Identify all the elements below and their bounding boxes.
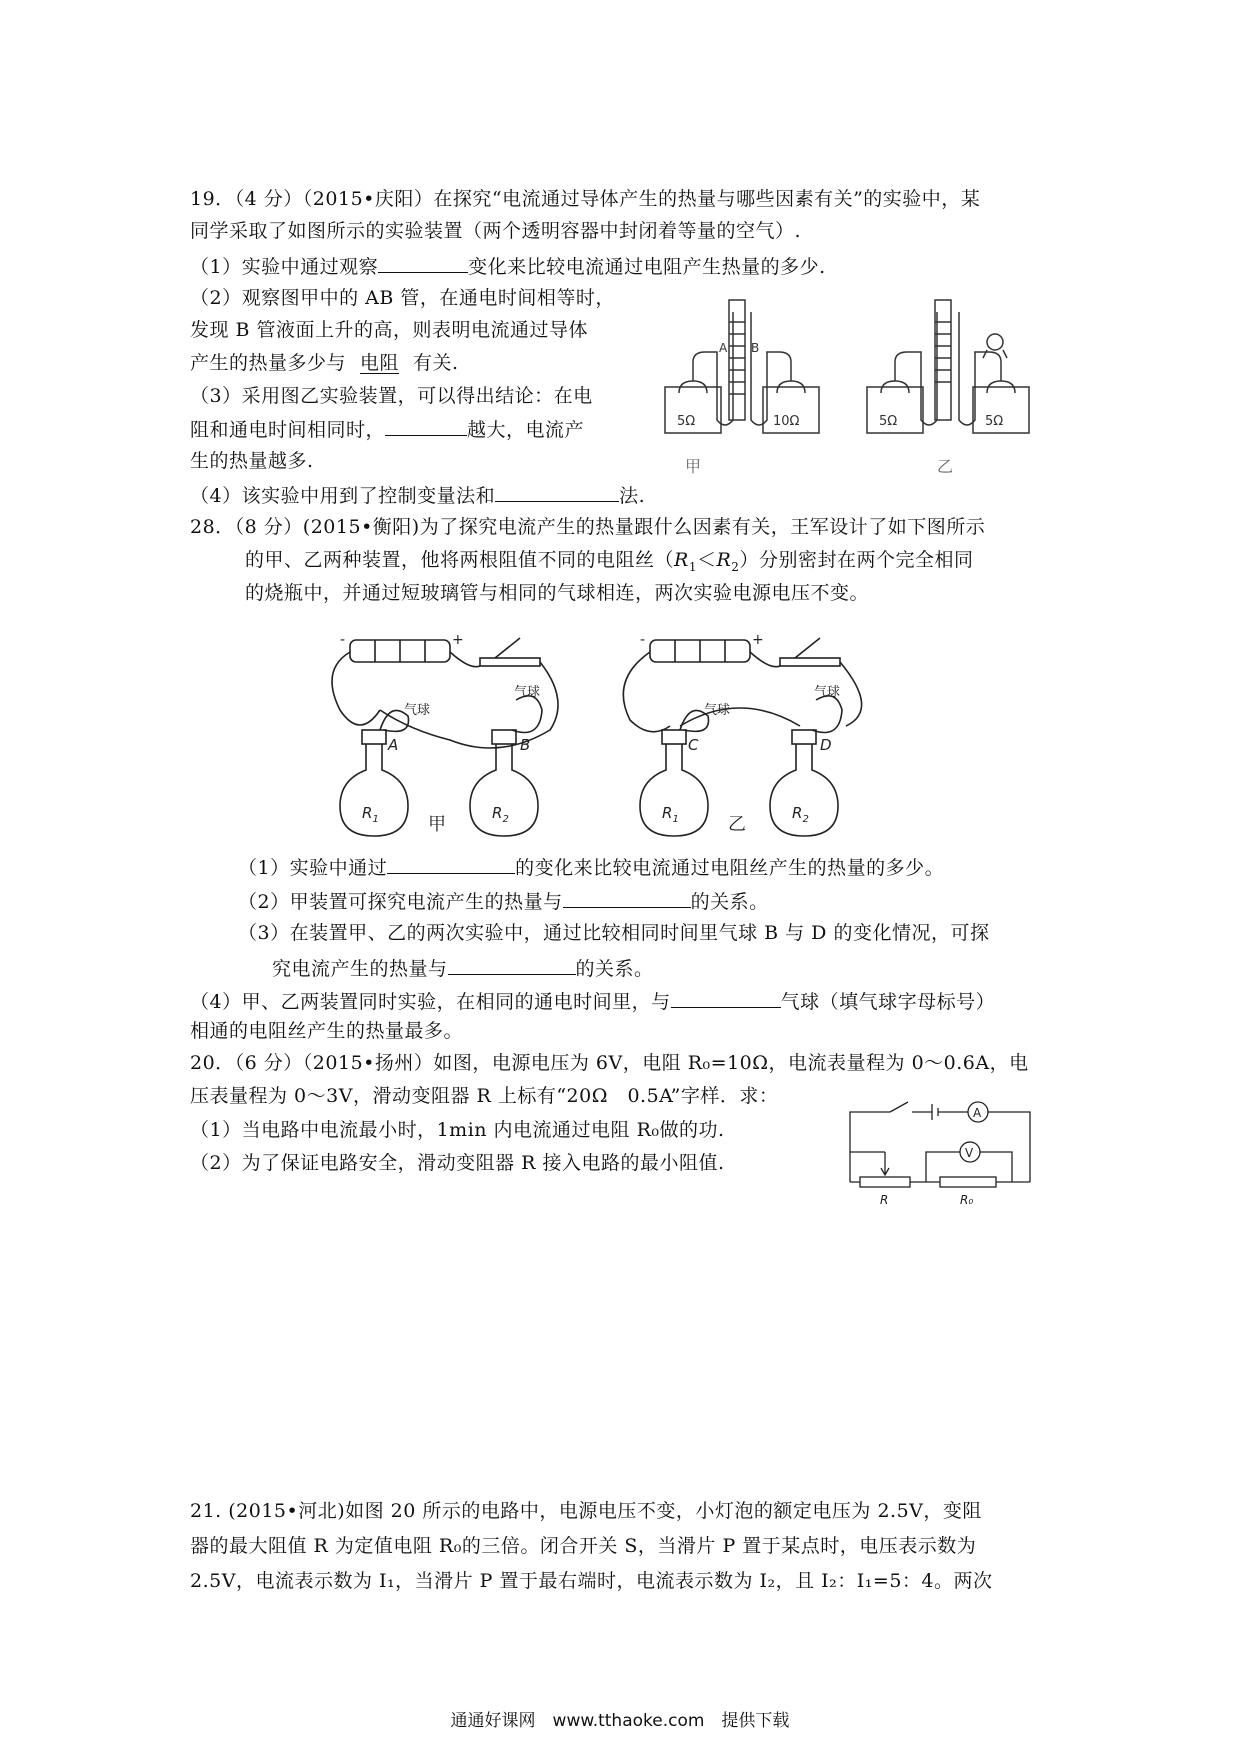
q19-res-10ohm: 10Ω (773, 414, 800, 429)
q19-header: 19．（4 分）（2015•庆阳）在探究“电流通过导体产生的热量与哪些因素有关”的实验中，某 (190, 188, 981, 210)
q20-resistor-r0 (940, 1177, 996, 1187)
q28-header: 28．（8 分）(2015•衡阳)为了探究电流产生的热量跟什么因素有关，王军设计了如下图所示 (190, 516, 986, 538)
q19-part1 (190, 252, 826, 280)
q28-sub1-pre: （1）实验中通过 (238, 857, 388, 879)
q20-part2: （2）为了保证电路安全，滑动变阻器 R 接入电路的最小阻值. (190, 1152, 725, 1174)
q19-res-5ohm-b: 5Ω (985, 414, 1004, 429)
q19-part2-pre: 产生的热量多少与 (190, 352, 347, 374)
q28-apparatus-jia (332, 632, 558, 836)
q28-header-3: 的烧瓶中，并通过短玻璃管与相同的气球相连，两次实验电源电压不变。 (245, 582, 870, 604)
q28-sub3-pre: 究电流产生的热量与 (272, 958, 448, 980)
q28-label-c: C (688, 736, 699, 754)
q19-part3-line1: （3）采用图乙实验装置，可以得出结论：在电 (190, 385, 593, 407)
q28-jia-balloon-1: 气球 (404, 703, 431, 718)
q28-h2-pre: 的甲、乙两种装置，他将两根阻值不同的电阻丝（ (245, 549, 675, 571)
q19-blank-3[interactable] (385, 415, 467, 436)
q19-part2-line1: （2）观察图甲中的 AB 管，在通电时间相等时， (190, 287, 615, 309)
q28-caption-yi: 乙 (728, 814, 746, 835)
q28-sub3-line2 (272, 954, 654, 982)
q28-sub1 (238, 853, 944, 881)
q19-part2-line3 (190, 350, 459, 376)
q28-sub2-post: 的关系。 (690, 891, 769, 913)
q20-rheostat (860, 1177, 910, 1187)
q19-blank-1[interactable] (378, 252, 468, 273)
q19-part3-pre: 阻和通电时间相同时， (190, 419, 386, 441)
q28-caption-jia: 甲 (428, 814, 446, 835)
q28-yi-plus: + (752, 632, 764, 648)
q28-sub3-line1: （3）在装置甲、乙的两次实验中，通过比较相同时间里气球 B 与 D 的变化情况，可探 (238, 922, 990, 944)
q28-jia-minus: - (340, 632, 346, 648)
q28-lt: ＜ (696, 549, 717, 571)
q19-part4-post: 法. (619, 485, 646, 507)
q19-part4-pre: （4）该实验中用到了控制变量法和 (190, 485, 496, 507)
q28-blank-3[interactable] (448, 954, 576, 975)
q28-blank-1[interactable] (387, 853, 515, 874)
q20-part1: （1）当电路中电流最小时，1min 内电流通过电阻 R₀做的功. (190, 1119, 725, 1141)
q20-line2: 压表量程为 0～3V，滑动变阻器 R 上标有“20Ω 0.5A”字样．求： (190, 1085, 779, 1107)
q21-line3: 2.5V，电流表示数为 I₁，当滑片 P 置于最右端时，电流表示数为 I₂，且 I₂：I₁=5：4。两次 (190, 1570, 993, 1592)
q28-apparatus-yi (623, 632, 861, 836)
q20-ammeter-label: A (973, 1106, 982, 1120)
q28-yi-balloon-2: 气球 (814, 685, 841, 700)
q19-part3-line2 (190, 415, 584, 443)
q28-label-a: A (388, 736, 399, 754)
q19-part2-line2: 发现 B 管液面上升的高，则表明电流通过导体 (190, 319, 589, 341)
q19-figure (655, 292, 1035, 486)
q19-res-5ohm-a: 5Ω (879, 414, 898, 429)
q28-label-d: D (820, 736, 832, 754)
q28-r1-sub: 1 (688, 559, 697, 574)
q28-flask-r1-jia: $R_1$ (362, 804, 379, 825)
q19-apparatus-jia (665, 300, 819, 476)
q20-r0-label: R₀ (960, 1193, 974, 1207)
q28-h2-post: ）分别密封在两个完全相同 (739, 549, 974, 571)
q28-header-2 (245, 547, 973, 580)
q28-r1: R (674, 549, 689, 571)
q28-flask-r2-yi: $R_2$ (792, 804, 809, 825)
q19-apparatus-yi (867, 300, 1029, 476)
q19-part2-post: 有关. (413, 352, 459, 374)
q28-sub2-pre: （2）甲装置可探究电流产生的热量与 (238, 891, 563, 913)
q19-label-a: A (719, 341, 728, 355)
q19-caption-yi: 乙 (937, 457, 954, 476)
q19-part3-post: 越大，电流产 (467, 419, 585, 441)
q20-r-label: R (880, 1193, 889, 1207)
q28-yi-minus: - (640, 632, 646, 648)
q28-yi-balloon-1: 气球 (704, 703, 731, 718)
q28-r2: R (716, 549, 732, 571)
q28-flask-r1-yi: $R_1$ (662, 804, 679, 825)
q19-part3-line3: 生的热量越多. (190, 450, 314, 472)
q28-sub1-post: 的变化来比较电流通过电阻丝产生的热量的多少。 (515, 857, 945, 879)
q20-circuit (840, 1082, 1040, 1216)
q19-res-5ohm-left: 5Ω (677, 414, 696, 429)
q19-answer-resistance: 电阻 (360, 352, 400, 374)
q28-blank-4[interactable] (671, 987, 781, 1008)
q19-part1-post: 变化来比较电流通过电阻产生热量的多少. (468, 256, 826, 278)
q28-sub4-line1 (190, 987, 995, 1015)
q28-flask-r2-jia: $R_2$ (492, 804, 509, 825)
q20-line1: 20．（6 分）（2015•扬州）如图，电源电压为 6V，电阻 R₀=10Ω，电流表量程为 0～0.6A，电 (190, 1052, 1029, 1074)
q21-line1: 21. (2015•河北)如图 20 所示的电路中，电源电压不变，小灯泡的额定电压为 2.5V，变阻 (190, 1500, 982, 1522)
q28-figure (320, 630, 900, 844)
q19-label-b: B (751, 341, 760, 355)
q19-header-2: 同学采取了如图所示的实验装置（两个透明容器中封闭着等量的空气）. (190, 220, 802, 242)
q28-sub3-post: 的关系。 (575, 958, 654, 980)
q28-sub2 (238, 887, 769, 915)
q28-jia-plus: + (452, 632, 464, 648)
q19-part4 (190, 481, 645, 509)
q28-sub4-pre: （4）甲、乙两装置同时实验，在相同的通电时间里，与 (190, 991, 671, 1013)
q19-blank-4[interactable] (495, 481, 619, 502)
q28-sub4-post: 气球（填气球字母标号） (780, 991, 996, 1013)
q19-caption-jia: 甲 (685, 457, 702, 476)
q28-blank-2[interactable] (563, 887, 691, 908)
q20-voltmeter-label: V (965, 1146, 974, 1160)
page-footer: 通通好课网 www.tthaoke.com 提供下载 (450, 1711, 790, 1731)
q28-jia-balloon-2: 气球 (514, 685, 541, 700)
q28-label-b: B (520, 736, 531, 754)
q28-sub4-line2: 相通的电阻丝产生的热量最多。 (190, 1020, 464, 1042)
q20-switch (890, 1102, 908, 1112)
q21-line2: 器的最大阻值 R 为定值电阻 R₀的三倍。闭合开关 S，当滑片 P 置于某点时，电压表示数为 (190, 1535, 977, 1557)
q19-part1-pre: （1）实验中通过观察 (190, 256, 379, 278)
q28-r2-sub: 2 (731, 559, 740, 574)
